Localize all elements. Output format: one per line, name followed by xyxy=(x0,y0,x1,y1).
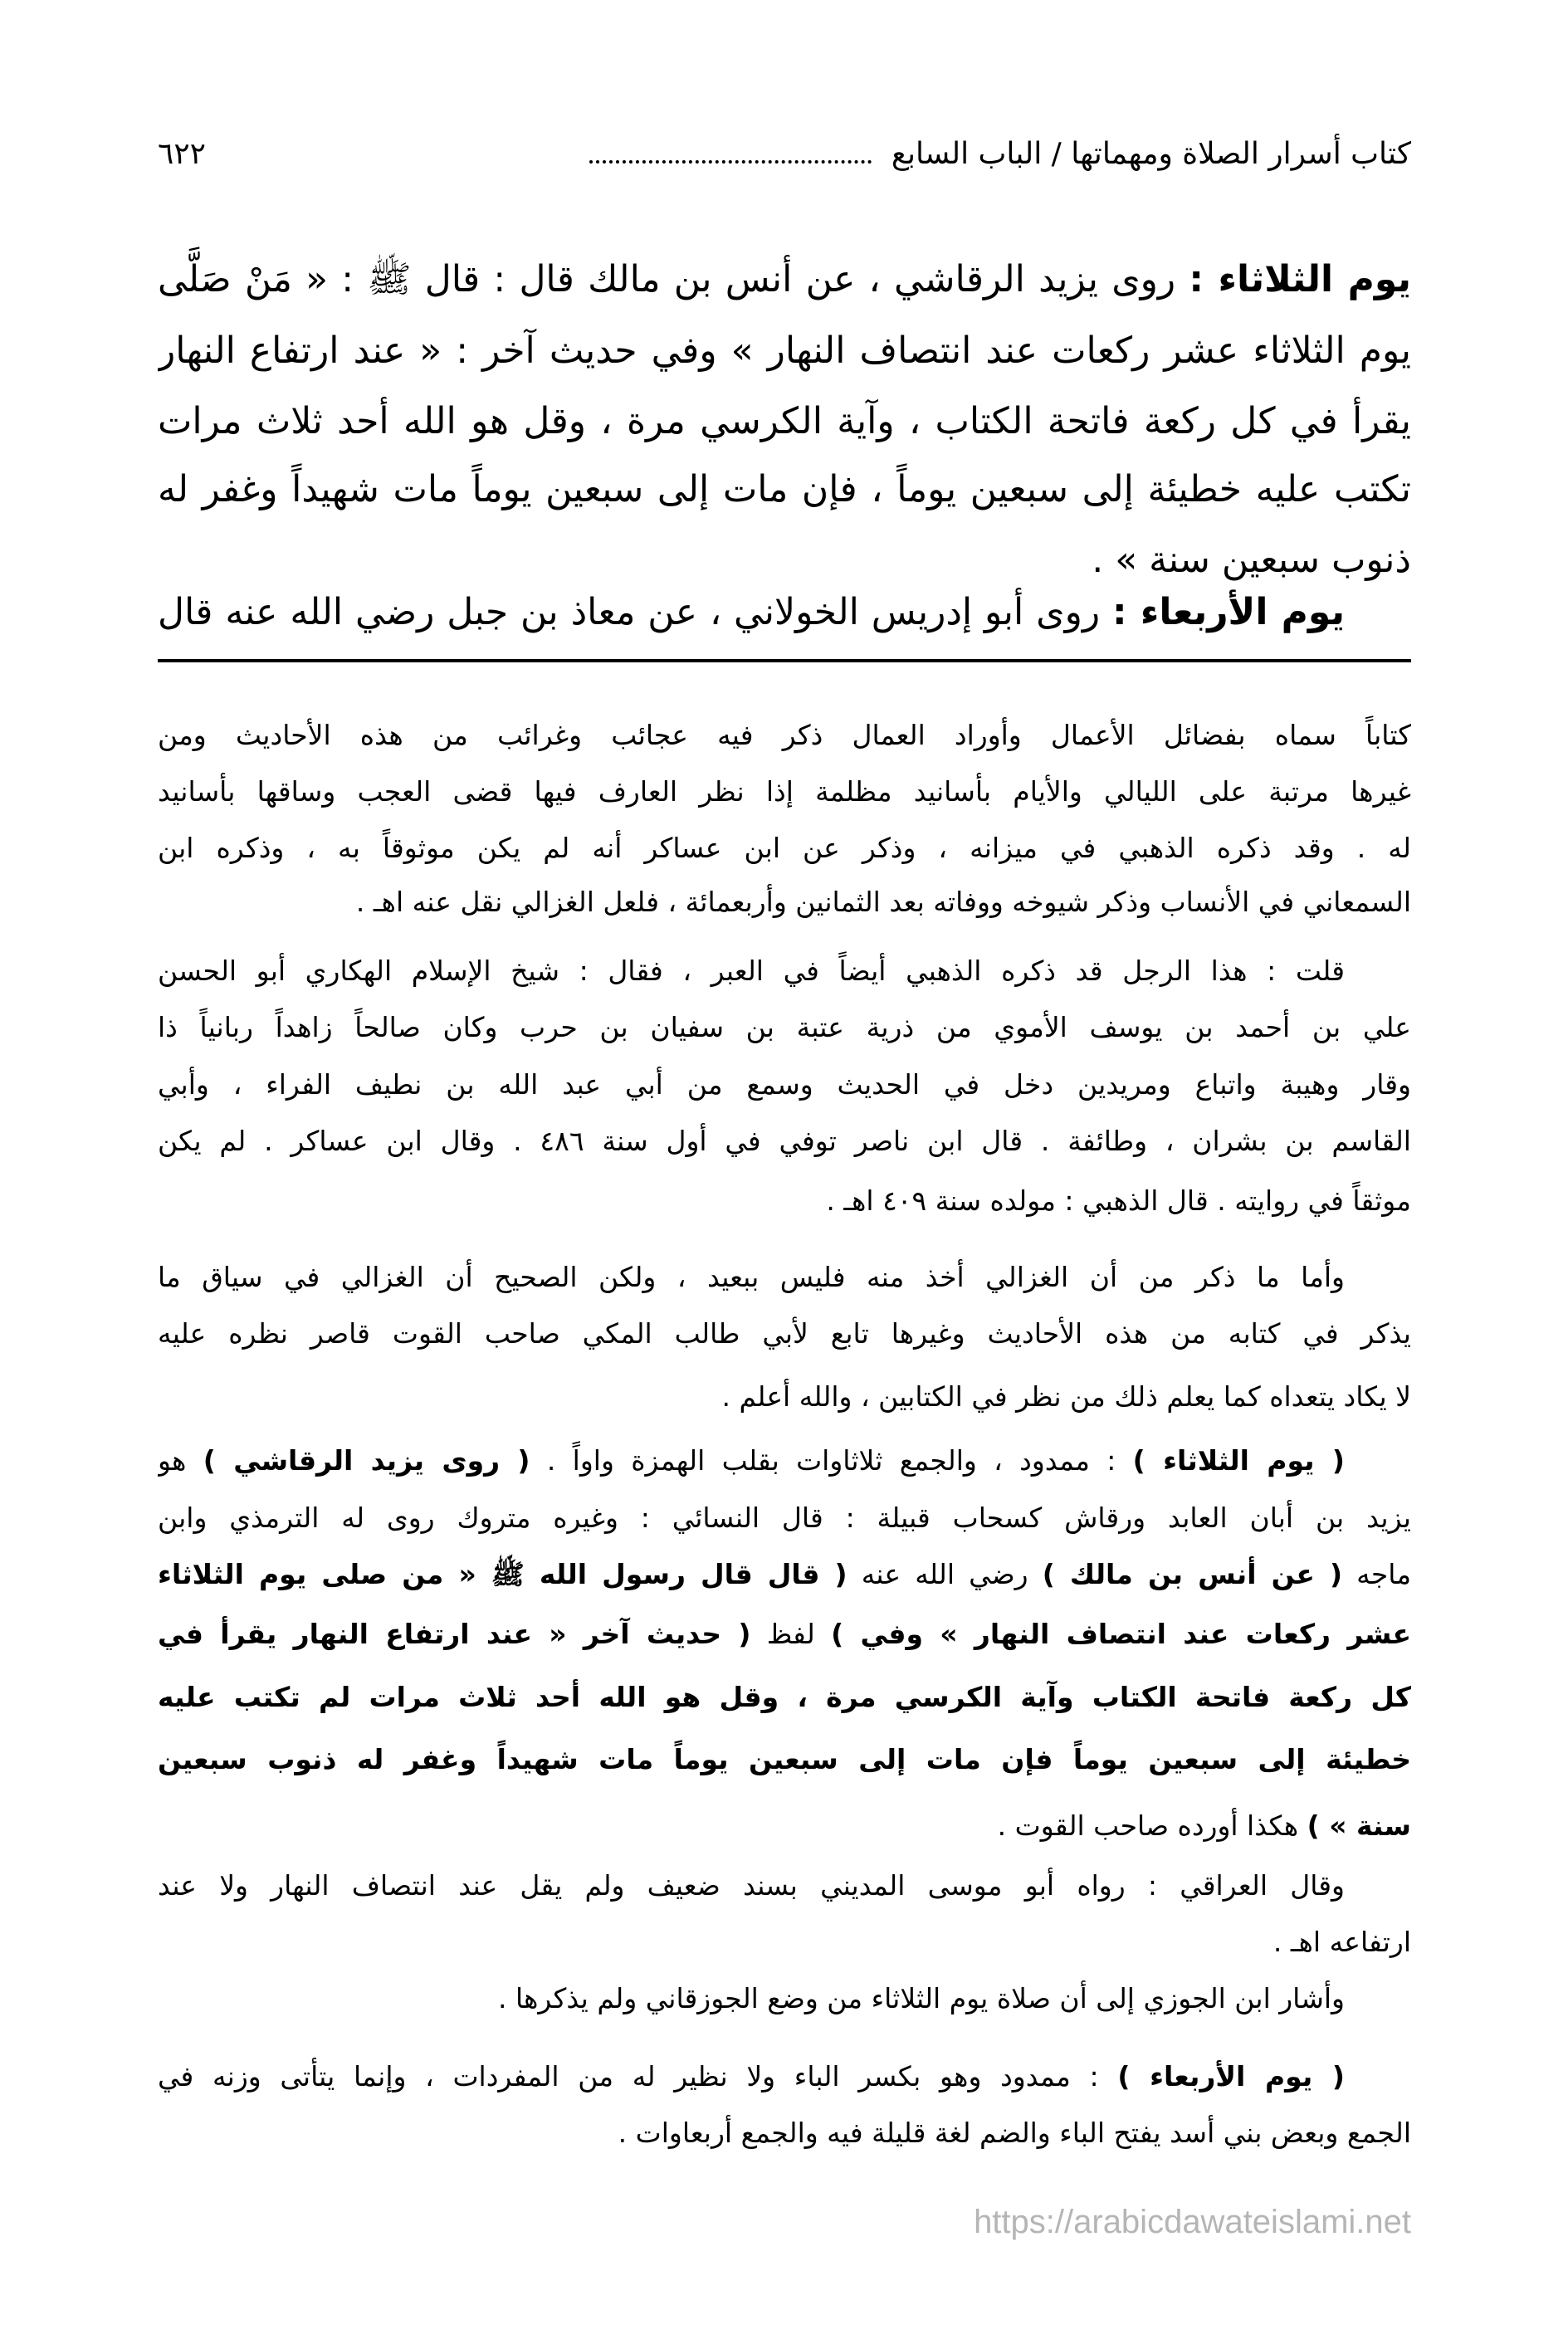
text-segment: روى أبو إدريس الخولاني ، عن معاذ بن جبل رضي الله عنه قال xyxy=(158,591,1101,633)
text-segment: روى يزيد الرقاشي ، عن أنس بن مالك قال : قال ﷺ : « مَنْ صَلَّى xyxy=(158,258,1189,300)
text-segment: هو xyxy=(158,1444,203,1477)
text-segment: يزيد بن أبان العابد ورقاش كسحاب قبيلة : قال النسائي : وغيره متروك روى له الترمذي وابن xyxy=(158,1502,1411,1534)
text-line xyxy=(158,1608,1411,1661)
text-segment: : ممدود وهو بكسر الباء ولا نظير له من المفردات ، وإنما يتأتى وزنه في xyxy=(158,2060,1118,2093)
text-segment: وأما ما ذكر من أن الغزالي أخذ منه فليس ببعيد ، ولكن الصحيح أن الغزالي في سياق ما xyxy=(158,1261,1345,1293)
text-line xyxy=(158,1115,1411,1168)
text-segment: لفظ xyxy=(750,1618,832,1650)
text-line xyxy=(158,1251,1411,1304)
leader-dots xyxy=(589,160,872,164)
bold-text-segment: يوم الثلاثاء : xyxy=(1189,258,1411,300)
text-line xyxy=(158,247,1411,313)
bold-text-segment: ( قال قال رسول الله ﷺ « من صلى يوم الثلاثاء xyxy=(158,1558,848,1590)
text-segment: السمعاني في الأنساب وذكر شيوخه ووفاته بعد الثمانين وأربعمائة ، فلعل الغزالي نقل عنه اهـ . xyxy=(355,886,1411,918)
text-segment: يذكر في كتابه من هذه الأحاديث وغيرها تابع لأبي طالب المكي صاحب القوت قاصر نظره عليه xyxy=(158,1317,1411,1350)
text-line xyxy=(158,388,1411,455)
text-segment: علي بن أحمد بن يوسف الأموي من ذرية عتبة بن سفيان بن حرب وكان صالحاً زاهداً ربانياً ذا xyxy=(158,1011,1411,1043)
text-line xyxy=(158,1001,1411,1054)
text-segment: كتاباً سماه بفضائل الأعمال وأوراد العمال ذكر فيه عجائب وغرائب من هذه الأحاديث ومن xyxy=(158,719,1411,751)
text-line xyxy=(158,876,1411,929)
text-line xyxy=(158,1548,1411,1601)
text-line xyxy=(158,579,1411,646)
text-line xyxy=(158,1671,1411,1724)
text-segment: وقال العراقي : رواه أبو موسى المديني بسند ضعيف ولم يقل عند انتصاف النهار ولا عند xyxy=(158,1869,1345,1902)
text-segment: ارتفاعه اهـ . xyxy=(1272,1926,1411,1958)
text-segment: موثقاً في روايته . قال الذهبي : مولده سنة ٤٠٩ اهـ . xyxy=(826,1184,1411,1217)
chapter-title: كتاب أسرار الصلاة ومهماتها / الباب السابع xyxy=(891,136,1411,171)
text-segment: ذنوب سبعين سنة » . xyxy=(1092,539,1411,581)
text-line xyxy=(158,1733,1411,1786)
running-header xyxy=(158,129,1411,178)
bold-text-segment: ( حديث آخر « عند ارتفاع النهار يقرأ في xyxy=(158,1618,751,1650)
text-segment: قلت : هذا الرجل قد ذكره الذهبي أيضاً في العبر ، فقال : شيخ الإسلام الهكاري أبو الحسن xyxy=(158,955,1345,987)
text-line xyxy=(158,765,1411,818)
text-segment: لا يكاد يتعداه كما يعلم ذلك من نظر في الكتابين ، والله أعلم . xyxy=(721,1380,1411,1413)
text-segment: القاسم بن بشران ، وطائفة . قال ابن ناصر توفي في أول سنة ٤٨٦ . وقال ابن عساكر . لم يكن xyxy=(158,1125,1411,1157)
bold-text-segment: ( يوم الثلاثاء ) xyxy=(1132,1444,1345,1477)
text-segment: ماجه xyxy=(1342,1558,1411,1590)
text-segment: تكتب عليه خطيئة إلى سبعين يوماً ، فإن مات إلى سبعين يوماً مات شهيداً وغفر له xyxy=(158,468,1411,510)
bold-text-segment: سنة » ) xyxy=(1307,1809,1411,1842)
text-line xyxy=(158,1370,1411,1423)
text-line xyxy=(158,1859,1411,1912)
text-line xyxy=(158,1058,1411,1111)
text-segment: غيرها مرتبة على الليالي والأيام بأسانيد مظلمة إذا نظر العارف فيها قضى العجب وساقها بأسانيد xyxy=(158,775,1411,808)
text-segment: يوم الثلاثاء عشر ركعات عند انتصاف النهار » وفي حديث آخر : « عند ارتفاع النهار xyxy=(158,330,1411,372)
text-line xyxy=(158,1800,1411,1853)
text-segment: رضي الله عنه xyxy=(847,1558,1043,1590)
text-line xyxy=(158,945,1411,998)
text-line xyxy=(158,1174,1411,1228)
text-segment: هكذا أورده صاحب القوت . xyxy=(997,1809,1307,1842)
text-line xyxy=(158,1972,1411,2025)
text-segment: وقار وهيبة واتباع ومريدين دخل في الحديث وسمع من أبي عبد الله بن نطيف الفراء ، وأبي xyxy=(158,1068,1411,1101)
text-line xyxy=(158,2107,1411,2160)
bold-text-segment: عشر ركعات عند انتصاف النهار » وفي ) xyxy=(831,1618,1411,1650)
bold-text-segment: ( عن أنس بن مالك ) xyxy=(1042,1558,1343,1590)
footnote-divider xyxy=(158,659,1411,662)
bold-text-segment: ( روى يزيد الرقاشي ) xyxy=(203,1444,530,1477)
bold-text-segment: كل ركعة فاتحة الكتاب وآية الكرسي مرة ، وقل هو الله أحد ثلاث مرات لم تكتب عليه xyxy=(158,1681,1411,1713)
text-line xyxy=(158,822,1411,875)
bold-text-segment: خطيئة إلى سبعين يوماً فإن مات إلى سبعين يوماً مات شهيداً وغفر له ذنوب سبعين xyxy=(158,1743,1411,1775)
text-segment: له . وقد ذكره الذهبي في ميزانه ، وذكر عن ابن عساكر أنه لم يكن موثوقاً به ، وذكره ابن xyxy=(158,832,1411,864)
text-segment: يقرأ في كل ركعة فاتحة الكتاب ، وآية الكرسي مرة ، وقل هو الله أحد ثلاث مرات xyxy=(158,400,1411,442)
text-segment: وأشار ابن الجوزي إلى أن صلاة يوم الثلاثاء من وضع الجوزقاني ولم يذكرها . xyxy=(497,1982,1345,2014)
bold-text-segment: يوم الأربعاء : xyxy=(1112,591,1345,633)
text-line xyxy=(158,1916,1411,1969)
text-line xyxy=(158,2050,1411,2103)
watermark: https://arabicdawateislami.net xyxy=(974,2204,1411,2240)
bold-text-segment: ( يوم الأربعاء ) xyxy=(1117,2060,1345,2093)
text-line xyxy=(158,1307,1411,1360)
text-segment: : ممدود ، والجمع ثلاثاوات بقلب الهمزة واواً . xyxy=(530,1444,1133,1477)
text-line xyxy=(158,1434,1411,1487)
text-line xyxy=(158,318,1411,384)
text-segment: الجمع وبعض بني أسد يفتح الباء والضم لغة قليلة فيه والجمع أربعاوات . xyxy=(618,2117,1411,2149)
text-line xyxy=(158,457,1411,523)
text-line xyxy=(158,709,1411,762)
text-line xyxy=(158,1492,1411,1545)
page-number: ٦٢٢ xyxy=(158,136,207,171)
